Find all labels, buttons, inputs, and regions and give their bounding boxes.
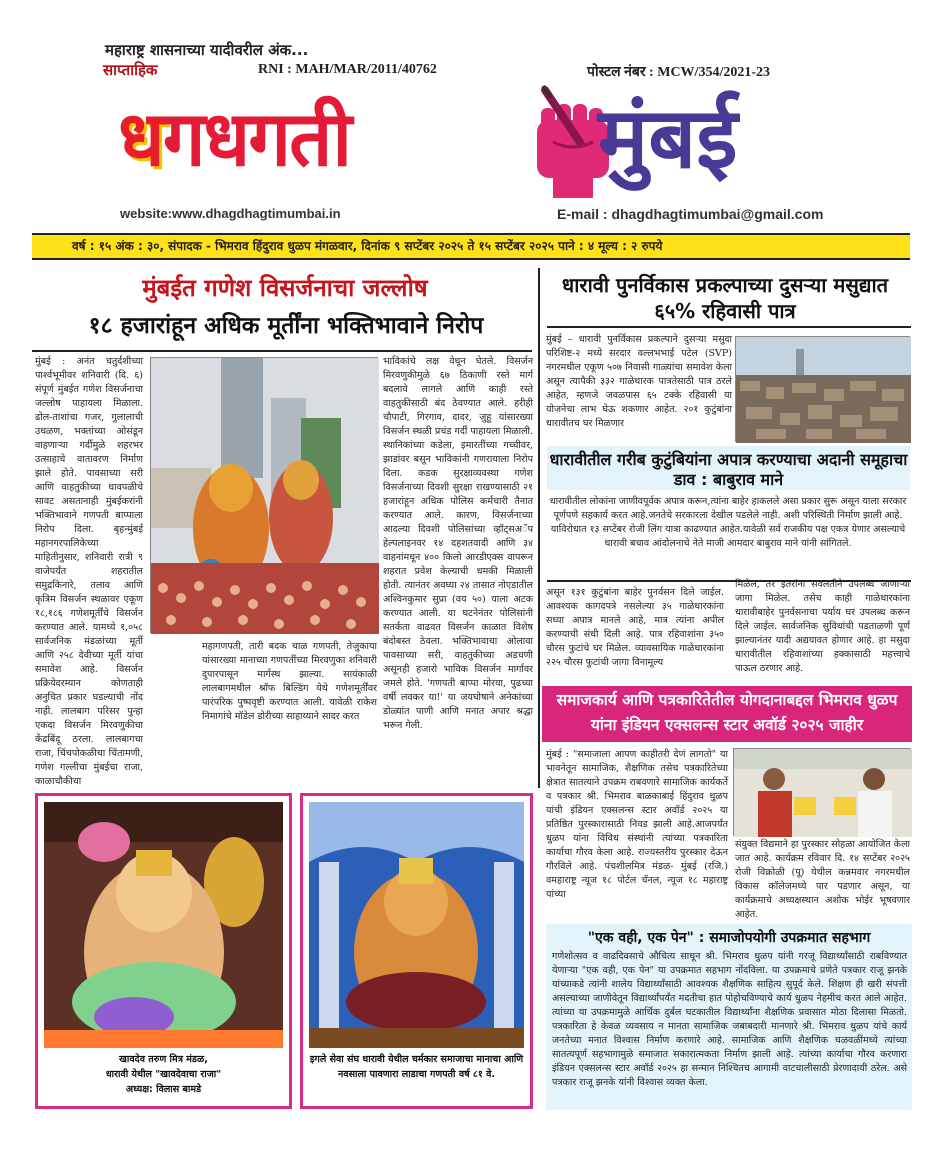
column-divider <box>538 268 540 788</box>
khavdev-ganpati-photo <box>44 802 283 1048</box>
dharavi-continued-text-b: मिळेल, तर इतरांना सवलतीने उपलब्ध जाणाऱ्या जागा मिळेल. तसेच काही गाळेधारकांना धारावीबाहेर पुनर्वसनाचा पर्याय घर उपलब्ध करून दिले जाईल. सार्वजनिक सुविधांची पडताळणी पूर्ण झाल्यानंतर यादी अद्ययावत होणार आहे. हा मसुदा धारावीतील रहिवाशांच्या हक्कासाठी महत्त्वाचे पाऊल ठरणार आहे. <box>735 579 910 674</box>
masthead-postal-number: पोस्टल नंबर : MCW/354/2021-23 <box>587 65 770 80</box>
award-event-text: संयुक्त विद्यमाने हा पुरस्कार सोहळा आयोजित केला जात आहे. कार्यक्रम रविवार दि. १४ सप्टेंबर २०२५ रोजी विक्रोळी (पू) येथील कन्नमवार नगरमधील विकास कॉलेजमध्ये पार पडणार असून, या कार्यक्रमाचे अध्यक्षस्थान अशोक भोईर भूषवणार आहेत. <box>735 839 910 920</box>
masthead-tagline: महाराष्ट्र शासनाच्या यादीवरील अंक... <box>105 41 309 59</box>
igle-ganpati-photo <box>309 802 524 1048</box>
khavdev-caption-line3: अध्यक्ष: विलास बामडे <box>125 1084 202 1095</box>
khavdev-caption-line1: खावदेव तरुण मित्र मंडळ, <box>119 1054 208 1065</box>
dharavi-headline: धारावी पुनर्विकास प्रकल्पाच्या दुसऱ्या मसुद्यात ६५% रहिवासी पात्र <box>561 273 889 323</box>
logo-wordmark-right: मुंबई <box>598 89 738 187</box>
photo-box-igle-seva-sangh <box>300 793 533 1109</box>
masthead-website[interactable]: website:www.dhagdhagtimumbai.in <box>120 206 341 221</box>
dharavi-aerial-photo <box>735 336 910 442</box>
adani-headline: धारावीतील गरीब कुटुंबियांना अपात्र करण्याचा अदानी समूहाचा डाव : बाबुराव माने <box>549 450 908 489</box>
ek-vahi-headline: "एक वही, एक पेन" : समाजोपयोगी उपक्रमात सहभाग <box>587 930 871 946</box>
ganesh-procession-photo <box>150 357 378 633</box>
award-headline: समाजकार्य आणि पत्रकारितेतील योगदानाबद्दल भिमराव धुळप यांना इंडियन एक्सलन्स स्टार अवॉर्ड २०२५ जाहीर <box>556 691 898 734</box>
issue-info-bar: वर्ष : १५ अंक : ३०, संपादक - भिमराव हिंदुराव धुळप मंगळवार, दिनांक ९ सप्टेंबर २०२५ ते १५ सप्टेंबर २०२५ पाने : ४ मूल्य : २ रुपये <box>32 233 910 260</box>
masthead-rni-number: RNI : MAH/MAR/2011/40762 <box>258 62 437 77</box>
lead-story-column-a: मुंबई : अनंत चतुर्दशीच्या पार्श्वभूमीवर शनिवारी (दि. ६) संपूर्ण मुंबईत गणेश विसर्जनाचा जल्लोष पाहायला मिळाला. ढोल-ताशांचा गजर, गुलालाची उधळण, भक्तांच्या ओसंडून वाहणाऱ्या गर्दीमुळे शहरभर उत्साहाचे वातावरण निर्माण झाले होते. पावसाच्या सरी आणि वाहतुकीच्या धावपळीचे सावट असतानाही मुंबईकरांनी भक्तिभावाने गणपती बाप्पाला निरोप दिला. बृहन्मुंबई महानगरपालिकेच्या माहितीनुसार, शनिवारी रात्री ९ वाजेपर्यंत शहरातील समुद्रकिनारे, तलाव आणि कृत्रिम विसर्जन स्थळावर एकूण १८,१८६ गणेशमूर्तींचे विसर्जन करण्यात आले. यामध्ये १,०५८ सार्वजनिक मंडळांच्या मूर्ती आणि २५८ देवीच्या मूर्ती यांचा समावेश आहे. विसर्जन प्रक्रियेदरम्यान कोणताही अनुचित प्रकार घडल्याची नोंद नाही. लालबाग परिसर पुन्हा एकदा विसर्जन मिरवणुकीचा केंद्रबिंदू ठरला. लालबागचा राजा, चिंचपोकळीचा चिंतामणी, गणेश गल्लीचा मुंबईचा राजा, काळाचौकीचा <box>35 356 143 787</box>
lead-story-column-c: भाविकांचे लक्ष वेधून घेतले. विसर्जन मिरवणुकीमुळे ६७ ठिकाणी रस्ते मार्ग बदलावे लागले आणि काही रस्ते वाहतुकीसाठी बंद ठेवण्यात आले. हरीही चौपाटी, गिरगाव, दादर, जुहू यांसारख्या विसर्जन स्थळी प्रचंड गर्दी पाहायला मिळाली. स्थानिकांच्या कडेला, इमारतींच्या गच्चीवर, झाडांवर बसून भाविकांनी गणरायाला निरोप दिला. कडक सुरक्षाव्यवस्था गणेश विसर्जनाच्या दिवशी सुरक्षा राखण्यासाठी २१ हजारांहून अधिक पोलिस कर्मचारी तैनात करण्यात आले. कारण, विसर्जनाच्या आदल्या दिवशी पोलिसांच्या व्हॉट्सअॅप हेल्पलाइनवर १४ दहशतवादी आणि ३४ वाहनांमधून ४०० किलो आरडीएक्स वापरून शहरात प्रवेश केल्याची धमकी मिळाली होती. त्यानंतर अवघ्या २४ तासात नोएडातील अश्विनकुमार सुप्रा (वय ५०) याला अटक करण्यात आली. या घटनेनंतर पोलिसांनी सतर्कता वाढवत विसर्जन काळात विशेष बंदोबस्त ठेवला. भक्तिभावाचा ओलावा पावसाच्या सरी, वाहतुकीच्या अडचणी असूनही हजारो भाविक विसर्जन मार्गावर जमले होते. 'गणपती बाप्पा मोरया, पुढच्या वर्षी लवकर या!' या जयघोषाने अनेकांच्या डोळ्यांत पाणी आणि मनात अपार श्रद्धा भरून गेली. <box>383 356 533 731</box>
ek-vahi-story-text: गणेशोत्सव व वाढदिवसाचे औचित्य साधून श्री. भिमराव धुळप यांनी गरजू विद्यार्थ्यांसाठी राबविण्यात येणाऱ्या "एक वही, एक पेन" या उपक्रमात सहभाग नोंदविला. या उपक्रमाचे प्रणेते पत्रकार राजू झनके यांच्याकडे त्यांनी शालेय विद्यार्थ्यांसाठी आवश्यक शैक्षणिक साहित्य सुपूर्द केले. शिक्षण ही खरी संपत्ती असल्याच्या जाणीवेतून विद्यार्थ्यांपर्यंत मदतीचा हात पोहोचविण्याचे कार्य धुळप नेहमीच करत आले आहेत. त्यांच्या या उपक्रमामुळे आर्थिक दुर्बल घटकातील विद्यार्थ्यांना शैक्षणिक प्रवासात मोठा दिलासा मिळतो. पत्रकारिता हे केवळ व्यवसाय न मानता सामाजिक जबाबदारी मानणारे श्री. भिमराव धुळप यांचे कार्य जनतेच्या मनात विश्वास निर्माण करणारे आहे. सामाजिक आणि शैक्षणिक चळवळींमध्ये त्यांच्या सातत्यपूर्ण सहभागामुळे समाजात सकारात्मकता निर्माण झाली आहे. त्यांच्या कार्याचा गौरव करणारा इंडियन एक्सलन्स स्टार अवॉर्ड २०२५ हा सन्मान निश्चितच आगामी वाटचालीसाठी प्रेरणादायी ठरेल. असे पत्रकार राजू झनके यांनी विश्वास व्यक्त केला. <box>552 951 907 1088</box>
award-story-text: मुंबई : "समाजाला आपण काहीतरी देणं लागतो" या भावनेतून सामाजिक, शैक्षणिक तसेच पत्रकारितेच्या क्षेत्रात सातत्याने उपक्रम राबवणारे सामाजिक कार्यकर्ते व पत्रकार श्री. भिमराव बाळकाबाई हिंदुराव धुळप यांची इंडियन एक्सलन्स स्टार अवॉर्ड २०२५ या प्रतिष्ठित पुरस्कारासाठी निवड झाली आहे.आजपर्यंत धुळप यांना विविध संस्थांनी त्यांच्या पत्रकारिता कार्याचा गौरव केला आहे. राज्यस्तरीय पुरस्कार देऊन गौरविले आहे. पंचशीलमित्र मंडळ- मुंबई (रजि.) वमहाराष्ट्र न्यूज १८ पोर्टल चॅनल, न्यूज १८ महाराष्ट्र यांच्या <box>546 749 728 900</box>
logo-left-rest: गधगती <box>162 94 351 183</box>
dharavi-continued-text-a: असून १३१ कुटुंबांना बाहेर पुनर्वसन दिले जाईल. आवश्यक कागदपत्रे नसलेल्या ३५ गाळेधारकांना सध्या अपात्र मानले आहे, मात्र त्यांना अपील करण्याची संधी दिली आहे. पात्र रहिवाशांना ३५० चौरस फुटांचे घर मिळेल. व्यावसायिक गाळेधारकांना २२५ चौरस फुटांची जागा विनामूल्य <box>546 587 724 668</box>
headline-rule <box>32 350 532 352</box>
dharavi-story-text: मुंबई – धारावी पुनर्विकास प्रकल्पाने दुसऱ्या मसुदा परिशिष्ट-२ मध्ये सरदार वल्लभभाई पटेल (SVP) नगरमधील एकूण ५०७ निवासी गाळ्यांचा समावेश केला असून त्यापैकी ३३२ गाळेधारक पात्रतेसाठी पात्र ठरले आहेत, म्हणजे जवळपास ६५ टक्के रहिवासी या योजनेचा लाभ घेऊ शकणार आहेत. २०१ कुटुंबांना धारावीतच घर मिळणार <box>546 334 732 429</box>
khavdev-caption <box>42 1052 285 1097</box>
khavdev-caption-line2: धारावी येथील "खावदेवाचा राजा" <box>105 1069 222 1080</box>
logo-wordmark-left <box>118 84 350 194</box>
igle-caption: इगले सेवा संघ धारावी येथील चर्मकार समाजाचा मानाचा आणि नवसाला पावणारा लाडाचा गणपती वर्ष ८१ वे. <box>309 1054 524 1080</box>
logo-first-letter: ध <box>118 94 163 183</box>
masthead-weekly-label: साप्ताहिक <box>103 61 158 79</box>
lead-headline-red: मुंबईत गणेश विसर्जनाचा जल्लोष <box>142 274 428 302</box>
dharavi-headline-rule <box>547 326 911 328</box>
lead-story-column-b: महागणपती, तारी बदक चाळ गणपती, तेजुकाया यांसारख्या मानाच्या गणपतींच्या मिरवणुका शनिवारी दुपारपासून मार्गस्थ झाल्या. सायंकाळी लालबागमधील श्रॉफ बिल्डिंग येथे गणेशमूर्तींवर पारंपरिक पुष्पवृष्टी करण्यात आली. यावेळी राकेश निमागांचे मॉडेल डोरीच्या साहाय्याने सादर करत <box>202 641 377 722</box>
masthead-email[interactable]: E-mail : dhagdhagtimumbai@gmail.com <box>557 206 824 222</box>
lead-headline-black: १८ हजारांहून अधिक मूर्तींना भक्तिभावाने निरोप <box>88 313 484 339</box>
photo-box-khavdev <box>35 793 292 1109</box>
adani-story-text: धारावीतील लोकांना जाणीवपूर्वक अपात्र करून,त्यांना बाहेर हाकलले असा प्रकार सुरू असून याला सरकार पूर्णपणे सहकार्य करत आहे.जनतेचे सरकारला देखील पडलेले नाही. अशी परिस्थिती निर्माण झाली आहे. याविरोधात १३ सप्टेंबर रोजी लिंग यात्रा काढण्यात आहेत.यावेळी सर्व राजकीय पक्ष एकत्र येणार असल्याचे धारावी बचाव आंदोलनाचे नेते माजी आमदार बाबुराव माने यांनी सांगितले. <box>549 496 907 549</box>
award-ceremony-photo <box>733 748 911 836</box>
